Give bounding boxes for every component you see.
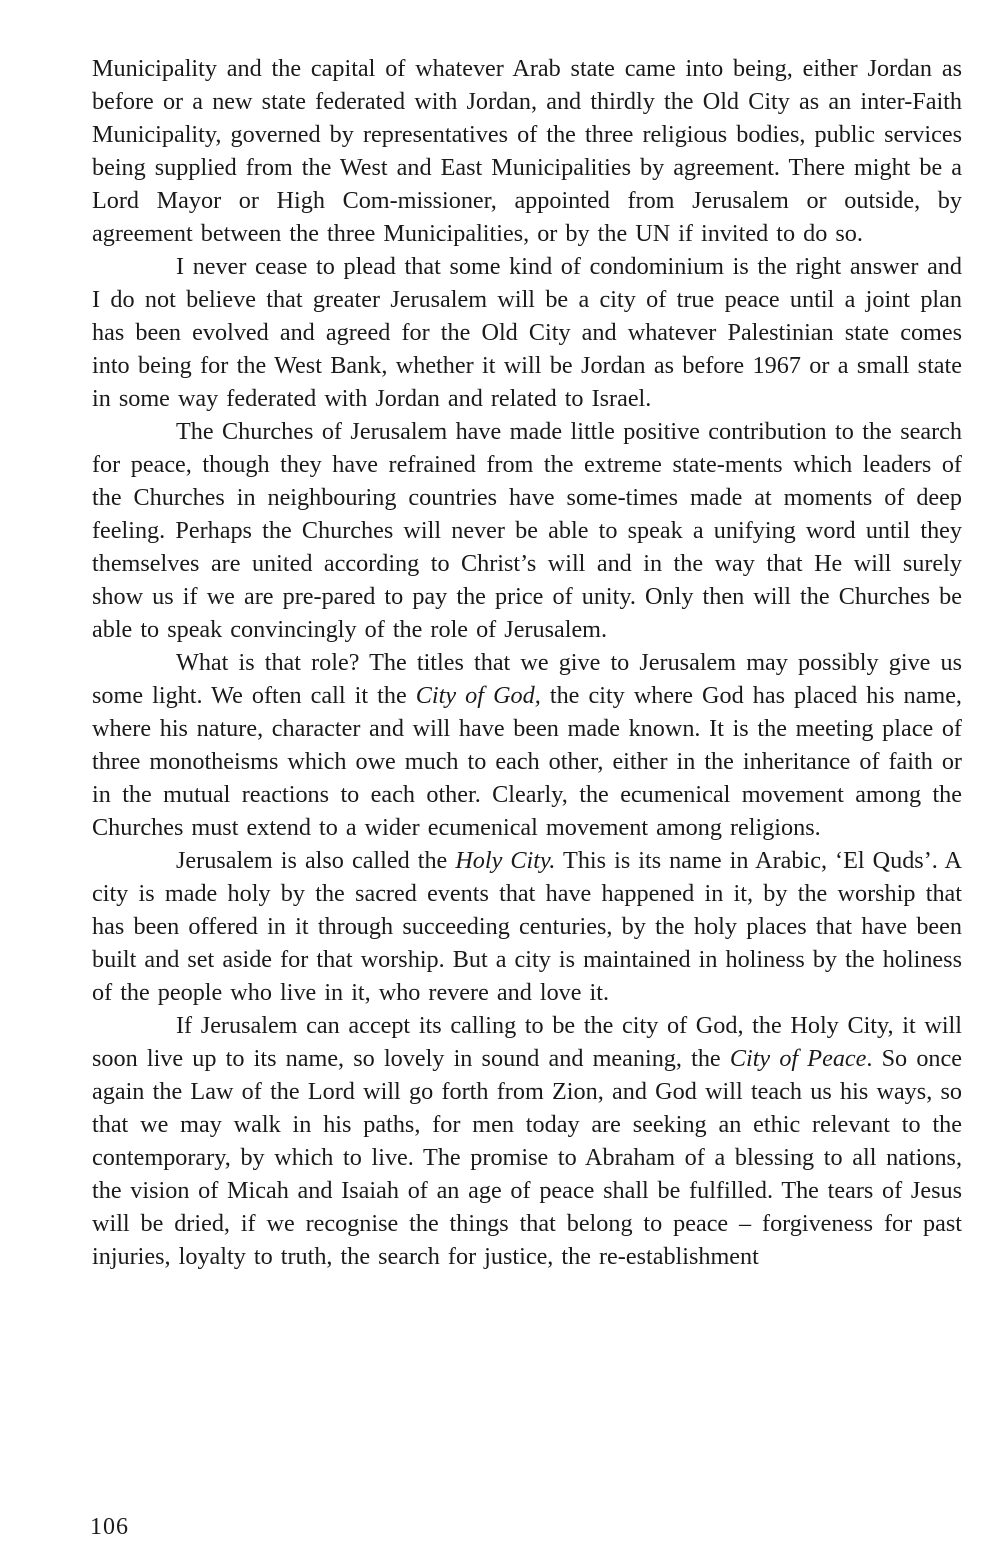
paragraph-5-run-1: Jerusalem is also called the — [176, 847, 456, 874]
page-body — [92, 52, 962, 1273]
paragraph-6-run-3: . So once again the Law of the Lord will go forth from Zion, and God will teach us his ways, so that we may walk in his paths, for men today are seeking an ethic relevant to the contemporary, by which to live. The promise to Abraham of a blessing to all nations, the vision of Micah and Isaiah of an age of peace shall be fulfilled. The tears of Jesus will be dried, if we recognise the things that belong to peace – forgiveness for past injuries, loyalty to truth, the search for justice, the re-establishment — [92, 1045, 962, 1270]
paragraph-5-italic-holy-city: Holy City. — [455, 847, 556, 874]
paragraph-5 — [92, 844, 962, 1009]
paragraph-2 — [92, 250, 962, 415]
paragraph-4-run-1: What is that role? The titles that we give to Jerusalem may possibly give us some light. We often call it the — [92, 649, 962, 709]
paragraph-2-run-1: I never cease to plead that some kind of condominium is the right answer and I do not believe that greater Jerusalem will be a city of true peace until a joint plan has been evolved and agreed for the Old City and whatever Palestinian state comes into being for the West Bank, whether it will be Jordan as before 1967 or a small state in some way federated with Jordan and related to Israel. — [92, 253, 962, 412]
paragraph-4-italic-city-of-god: City of God, — [415, 682, 541, 709]
paragraph-6-run-1: If Jerusalem can accept its calling to be the city of God, the Holy City, it will soon live up to its name, so lovely in sound and meaning, the — [92, 1012, 962, 1072]
paragraph-4 — [92, 646, 962, 844]
paragraph-3-run-1: The Churches of Jerusalem have made little positive contribution to the search for peace, though they have refrained from the extreme state-ments which leaders of the Churches in neighbouring countries have some-times made at moments of deep feeling. Perhaps the Churches will never be able to speak a unifying word until they themselves are united according to Christ’s will and in the way that He will surely show us if we are pre-pared to pay the price of unity. Only then will the Churches be able to speak convincingly of the role of Jerusalem. — [92, 418, 962, 643]
page-number: 106 — [90, 1514, 129, 1540]
paragraph-4-run-3: the city where God has placed his name, where his nature, character and will have been made known. It is the meeting place of three monotheisms which owe much to each other, either in the inheritance of faith or in the mutual reactions to each other. Clearly, the ecumenical movement among the Churches must extend to a wider ecumenical movement among religions. — [92, 682, 962, 841]
paragraph-3 — [92, 415, 962, 646]
paragraph-1-run-1: Municipality and the capital of whatever Arab state came into being, either Jordan as before or a new state federated with Jordan, and thirdly the Old City as an inter-Faith Municipality, governed by representatives of the three religious bodies, public services being supplied from the West and East Municipalities by agreement. There might be a Lord Mayor or High Com-missioner, appointed from Jerusalem or outside, by agreement between the three Municipalities, or by the UN if invited to do so. — [92, 55, 962, 247]
paragraph-6 — [92, 1009, 962, 1273]
paragraph-5-run-3: This is its name in Arabic, ‘El Quds’. A city is made holy by the sacred events that have happened in it, by the worship that has been offered in it through succeeding centuries, by the holy places that have been built and set aside for that worship. But a city is maintained in holiness by the holiness of the people who live in it, who revere and love it. — [92, 847, 962, 1006]
paragraph-6-italic-city-of-peace: City of Peace — [729, 1045, 867, 1072]
paragraph-1 — [92, 52, 962, 250]
